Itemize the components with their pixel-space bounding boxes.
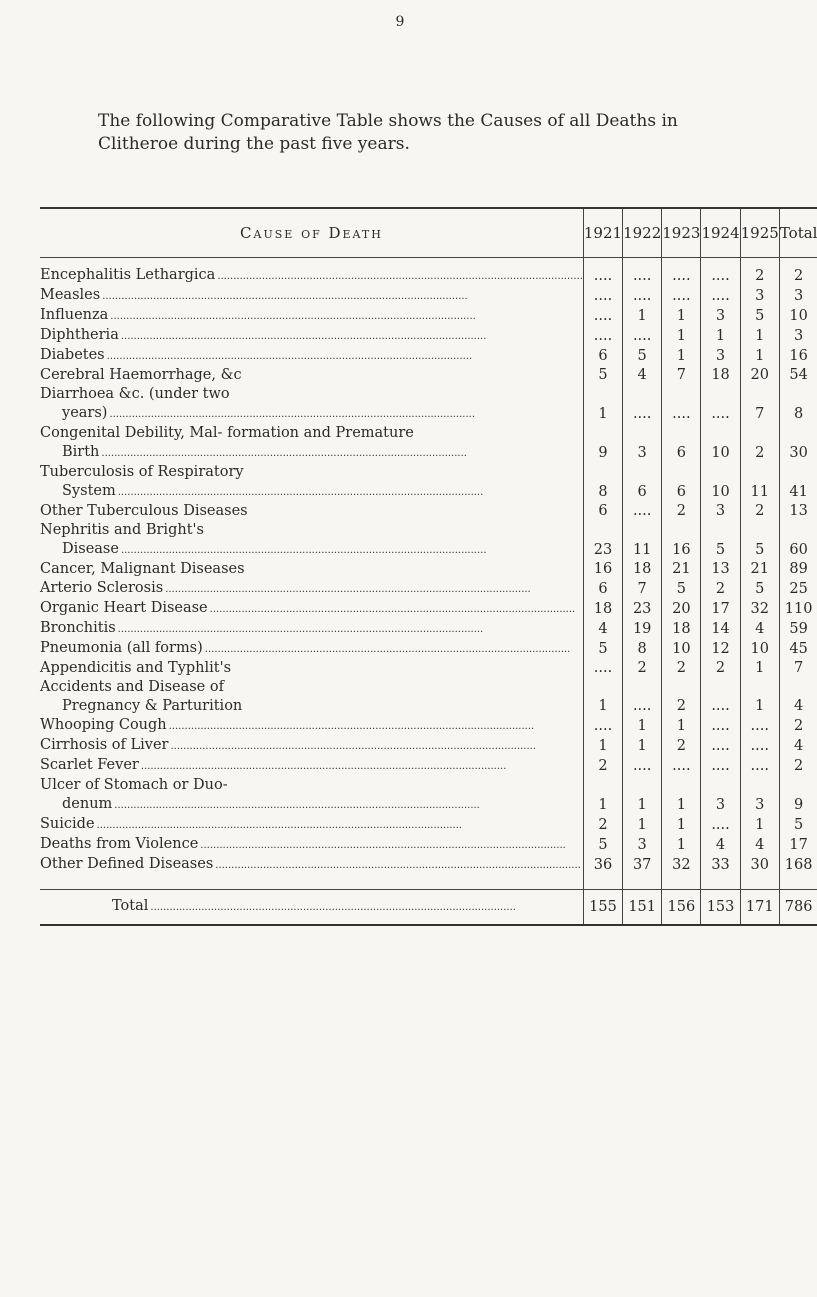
- cause-label: denum: [62, 796, 113, 812]
- value-1922: 7: [623, 579, 662, 599]
- value-1923: ....: [662, 258, 701, 287]
- cause-label: Cancer, Malignant Diseases: [40, 561, 245, 577]
- cause-cell: [40, 619, 583, 639]
- table-row: [40, 659, 817, 678]
- cause-label: Diabetes: [40, 347, 105, 363]
- leader-dots: [170, 737, 582, 756]
- table-row: [40, 286, 817, 306]
- value-1925: 3: [740, 286, 779, 306]
- leader-dots: [121, 327, 583, 346]
- cause-label: Whooping Cough: [40, 717, 167, 733]
- value-total: 89: [779, 560, 817, 579]
- value-1923: 1: [662, 306, 701, 326]
- cause-cell: [40, 306, 583, 326]
- value-1923: ....: [662, 286, 701, 306]
- cause-cell: [40, 560, 583, 579]
- value-1923: 1: [662, 346, 701, 366]
- value-1924: 10: [701, 463, 740, 502]
- cause-label: Appendicitis and Typhlit's: [40, 660, 232, 676]
- value-1923: 2: [662, 659, 701, 678]
- table-row: [40, 560, 817, 579]
- table-row: [40, 521, 817, 560]
- value-total: 54: [779, 366, 817, 385]
- value-total: 8: [779, 385, 817, 424]
- value-1922: ....: [623, 385, 662, 424]
- value-1921: 5: [583, 835, 622, 855]
- leader-dots: [150, 898, 583, 917]
- value-1921: 1: [583, 736, 622, 756]
- value-1925: 4: [740, 619, 779, 639]
- value-1925: 3: [740, 776, 779, 815]
- value-1922: ....: [623, 678, 662, 716]
- value-1921: 9: [583, 424, 622, 463]
- value-1925: 5: [740, 579, 779, 599]
- value-total: 60: [779, 521, 817, 560]
- table-body: [40, 258, 817, 890]
- leader-dots: [165, 580, 583, 599]
- cause-cell: [40, 678, 583, 716]
- value-1924: ....: [701, 716, 740, 736]
- value-1925: 4: [740, 835, 779, 855]
- value-1925: 32: [740, 599, 779, 619]
- value-total: 10: [779, 306, 817, 326]
- value-total: 3: [779, 326, 817, 346]
- value-1925: 2: [740, 424, 779, 463]
- value-1921: 1: [583, 678, 622, 716]
- cause-cell: [40, 815, 583, 835]
- value-1922: 1: [623, 716, 662, 736]
- value-1922: 23: [623, 599, 662, 619]
- value-1924: ....: [701, 258, 740, 287]
- value-1925: 1: [740, 815, 779, 835]
- table-row: [40, 815, 817, 835]
- value-1921: 6: [583, 346, 622, 366]
- value-total: 17: [779, 835, 817, 855]
- value-1924: 10: [701, 424, 740, 463]
- value-1921: 1: [583, 385, 622, 424]
- leader-dots: [101, 444, 583, 463]
- value-1924: ....: [701, 736, 740, 756]
- table-row: [40, 258, 817, 287]
- value-1925: 10: [740, 639, 779, 659]
- value-1925: 1: [740, 678, 779, 716]
- value-1922: 5: [623, 346, 662, 366]
- header-row: [40, 208, 817, 258]
- header-1924: 1924: [701, 208, 740, 258]
- value-total: 9: [779, 776, 817, 815]
- value-1922: ....: [623, 286, 662, 306]
- value-1923: 7: [662, 366, 701, 385]
- leader-dots: [107, 347, 583, 366]
- total-row: [40, 890, 817, 926]
- value-1923: 1: [662, 776, 701, 815]
- value-1921: 23: [583, 521, 622, 560]
- leader-dots: [110, 307, 583, 326]
- value-1921: 4: [583, 619, 622, 639]
- value-1922: 11: [623, 521, 662, 560]
- value-1925: ....: [740, 716, 779, 736]
- cause-cell: [40, 639, 583, 659]
- cause-label: Deaths from Violence: [40, 836, 199, 852]
- leader-dots: [118, 483, 583, 502]
- leader-dots: [200, 836, 583, 855]
- value-1924: 33: [701, 855, 740, 890]
- value-1922: 2: [623, 659, 662, 678]
- value-1922: 3: [623, 835, 662, 855]
- table-row: [40, 579, 817, 599]
- header-1923: 1923: [662, 208, 701, 258]
- leader-dots: [118, 620, 583, 639]
- value-total: 5: [779, 815, 817, 835]
- value-1925: 1: [740, 346, 779, 366]
- value-total: 4: [779, 736, 817, 756]
- table-row: [40, 502, 817, 521]
- value-1924: 17: [701, 599, 740, 619]
- value-total: 3: [779, 286, 817, 306]
- value-1923: 2: [662, 502, 701, 521]
- value-1923: ....: [662, 385, 701, 424]
- value-total: 2: [779, 258, 817, 287]
- cause-label: Diphtheria: [40, 327, 119, 343]
- table-row: [40, 346, 817, 366]
- value-1922: 1: [623, 306, 662, 326]
- cause-label: Other Tuberculous Diseases: [40, 503, 248, 519]
- cause-label: Disease: [62, 541, 119, 557]
- value-1923: 21: [662, 560, 701, 579]
- value-1924: ....: [701, 286, 740, 306]
- cause-label: Suicide: [40, 816, 95, 832]
- table-row: [40, 463, 817, 502]
- cause-cell: [40, 326, 583, 346]
- cause-label: Measles: [40, 287, 101, 303]
- value-1921: 18: [583, 599, 622, 619]
- value-1925: 5: [740, 306, 779, 326]
- cause-cell: [40, 599, 583, 619]
- cause-label-line1: Tuberculosis of Respiratory: [40, 464, 244, 480]
- value-total: 45: [779, 639, 817, 659]
- table-row: [40, 835, 817, 855]
- value-1921: ....: [583, 326, 622, 346]
- value-1923: 1: [662, 716, 701, 736]
- value-1924: 3: [701, 502, 740, 521]
- table-row: [40, 855, 817, 890]
- value-1922: 1: [623, 815, 662, 835]
- value-1921: 8: [583, 463, 622, 502]
- cause-label: Cerebral Haemorrhage, &c: [40, 367, 242, 383]
- table-row: [40, 385, 817, 424]
- cause-label: Influenza: [40, 307, 109, 323]
- leader-dots: [114, 796, 583, 815]
- cause-cell: [40, 366, 583, 385]
- leader-dots: [102, 287, 583, 306]
- table-row: [40, 776, 817, 815]
- value-1923: 6: [662, 463, 701, 502]
- leader-dots: [97, 816, 583, 835]
- value-1924: 3: [701, 306, 740, 326]
- value-1922: 4: [623, 366, 662, 385]
- total-1924: 153: [701, 890, 740, 926]
- value-1923: ....: [662, 756, 701, 776]
- value-1924: 4: [701, 835, 740, 855]
- table-row: [40, 736, 817, 756]
- header-1921: 1921: [583, 208, 622, 258]
- value-total: 25: [779, 579, 817, 599]
- value-1924: 14: [701, 619, 740, 639]
- value-1921: ....: [583, 716, 622, 736]
- header-cause: Cause of Death: [40, 208, 583, 258]
- leader-dots: [205, 640, 583, 659]
- value-1924: 5: [701, 521, 740, 560]
- cause-cell: [40, 776, 583, 815]
- cause-cell: [40, 756, 583, 776]
- cause-label: Cirrhosis of Liver: [40, 737, 169, 753]
- value-1925: ....: [740, 736, 779, 756]
- cause-label-line1: Diarrhoea &c. (under two: [40, 386, 230, 402]
- cause-label: Pneumonia (all forms): [40, 640, 203, 656]
- value-total: 2: [779, 756, 817, 776]
- value-1922: 19: [623, 619, 662, 639]
- value-1921: 16: [583, 560, 622, 579]
- value-1924: 1: [701, 326, 740, 346]
- value-1925: 5: [740, 521, 779, 560]
- value-1921: ....: [583, 306, 622, 326]
- value-total: 16: [779, 346, 817, 366]
- cause-label: Birth: [62, 444, 100, 460]
- table-row: [40, 366, 817, 385]
- value-1925: 1: [740, 659, 779, 678]
- value-1922: 8: [623, 639, 662, 659]
- value-1921: 6: [583, 579, 622, 599]
- total-label-cell: [40, 890, 583, 926]
- total-label: Total: [112, 898, 149, 914]
- value-1921: 36: [583, 855, 622, 890]
- value-1922: ....: [623, 502, 662, 521]
- value-1923: 1: [662, 815, 701, 835]
- value-total: 110: [779, 599, 817, 619]
- value-1922: 6: [623, 463, 662, 502]
- intro-text: The following Comparative Table shows the Causes of all Deaths in Clitheroe during the past five years.: [98, 111, 678, 154]
- value-1922: 3: [623, 424, 662, 463]
- value-1923: 1: [662, 835, 701, 855]
- table-row: [40, 756, 817, 776]
- cause-cell: [40, 424, 583, 463]
- value-1921: 2: [583, 756, 622, 776]
- value-1923: 2: [662, 678, 701, 716]
- table-row: [40, 424, 817, 463]
- value-total: 30: [779, 424, 817, 463]
- cause-cell: [40, 835, 583, 855]
- cause-cell: [40, 521, 583, 560]
- leader-dots: [217, 267, 583, 286]
- cause-label-line1: Nephritis and Bright's: [40, 522, 204, 538]
- table-row: [40, 716, 817, 736]
- leader-dots: [210, 600, 583, 619]
- page-number: 9: [395, 14, 405, 30]
- leader-dots: [215, 856, 583, 875]
- value-1923: 16: [662, 521, 701, 560]
- cause-cell: [40, 502, 583, 521]
- cause-cell: [40, 579, 583, 599]
- leader-dots: [109, 405, 582, 424]
- value-1923: 10: [662, 639, 701, 659]
- cause-cell: [40, 855, 583, 890]
- table-row: [40, 599, 817, 619]
- value-1925: ....: [740, 756, 779, 776]
- value-1923: 32: [662, 855, 701, 890]
- value-1924: 3: [701, 776, 740, 815]
- total-1922: 151: [623, 890, 662, 926]
- header-1922: 1922: [623, 208, 662, 258]
- cause-label: System: [62, 483, 116, 499]
- cause-label: Pregnancy & Parturition: [62, 698, 243, 714]
- value-1925: 2: [740, 502, 779, 521]
- table-row: [40, 678, 817, 716]
- total-total: 786: [779, 890, 817, 926]
- value-1923: 20: [662, 599, 701, 619]
- value-total: 4: [779, 678, 817, 716]
- value-1923: 1: [662, 326, 701, 346]
- value-1924: 13: [701, 560, 740, 579]
- cause-cell: [40, 286, 583, 306]
- value-1921: 2: [583, 815, 622, 835]
- causes-of-death-table: [40, 207, 817, 926]
- cause-cell: [40, 659, 583, 678]
- value-1922: 1: [623, 776, 662, 815]
- leader-dots: [121, 541, 583, 560]
- table-row: [40, 639, 817, 659]
- value-1921: ....: [583, 258, 622, 287]
- cause-cell: [40, 716, 583, 736]
- value-1923: 2: [662, 736, 701, 756]
- value-1923: 18: [662, 619, 701, 639]
- value-1925: 20: [740, 366, 779, 385]
- total-1923: 156: [662, 890, 701, 926]
- total-1925: 171: [740, 890, 779, 926]
- cause-label-line1: Ulcer of Stomach or Duo-: [40, 777, 228, 793]
- value-1922: 37: [623, 855, 662, 890]
- total-1921: 155: [583, 890, 622, 926]
- value-1921: ....: [583, 286, 622, 306]
- cause-label: Bronchitis: [40, 620, 116, 636]
- value-1924: ....: [701, 678, 740, 716]
- value-1921: 1: [583, 776, 622, 815]
- value-1924: 18: [701, 366, 740, 385]
- header-1925: 1925: [740, 208, 779, 258]
- value-1925: 30: [740, 855, 779, 890]
- value-1925: 21: [740, 560, 779, 579]
- cause-cell: [40, 736, 583, 756]
- cause-label: Arterio Sclerosis: [40, 580, 164, 596]
- value-total: 13: [779, 502, 817, 521]
- header-total: Total: [779, 208, 817, 258]
- value-1925: 7: [740, 385, 779, 424]
- cause-label: Organic Heart Disease: [40, 600, 208, 616]
- table-row: [40, 306, 817, 326]
- value-1924: ....: [701, 385, 740, 424]
- value-1924: ....: [701, 756, 740, 776]
- value-1924: 3: [701, 346, 740, 366]
- cause-label: Other Defined Diseases: [40, 856, 214, 872]
- cause-label-line1: Accidents and Disease of: [40, 679, 224, 695]
- value-1924: 2: [701, 579, 740, 599]
- leader-dots: [169, 717, 583, 736]
- table-row: [40, 619, 817, 639]
- value-1922: ....: [623, 756, 662, 776]
- value-1922: ....: [623, 258, 662, 287]
- table-row: [40, 326, 817, 346]
- value-1922: ....: [623, 326, 662, 346]
- cause-label: Scarlet Fever: [40, 757, 139, 773]
- value-1922: 1: [623, 736, 662, 756]
- value-total: 7: [779, 659, 817, 678]
- value-1923: 5: [662, 579, 701, 599]
- value-1923: 6: [662, 424, 701, 463]
- cause-cell: [40, 385, 583, 424]
- value-1924: 2: [701, 659, 740, 678]
- cause-cell: [40, 258, 583, 287]
- cause-cell: [40, 346, 583, 366]
- cause-label: Encephalitis Lethargica: [40, 267, 216, 283]
- value-1925: 1: [740, 326, 779, 346]
- value-1922: 18: [623, 560, 662, 579]
- value-total: 59: [779, 619, 817, 639]
- value-total: 168: [779, 855, 817, 890]
- value-total: 41: [779, 463, 817, 502]
- value-1921: 5: [583, 639, 622, 659]
- cause-label: years): [62, 405, 108, 421]
- cause-cell: [40, 463, 583, 502]
- value-1924: ....: [701, 815, 740, 835]
- cause-label-line1: Congenital Debility, Mal- formation and Premature: [40, 425, 414, 441]
- value-total: 2: [779, 716, 817, 736]
- leader-dots: [141, 757, 583, 776]
- value-1921: 6: [583, 502, 622, 521]
- value-1924: 12: [701, 639, 740, 659]
- value-1925: 2: [740, 258, 779, 287]
- value-1921: 5: [583, 366, 622, 385]
- value-1925: 11: [740, 463, 779, 502]
- value-1921: ....: [583, 659, 622, 678]
